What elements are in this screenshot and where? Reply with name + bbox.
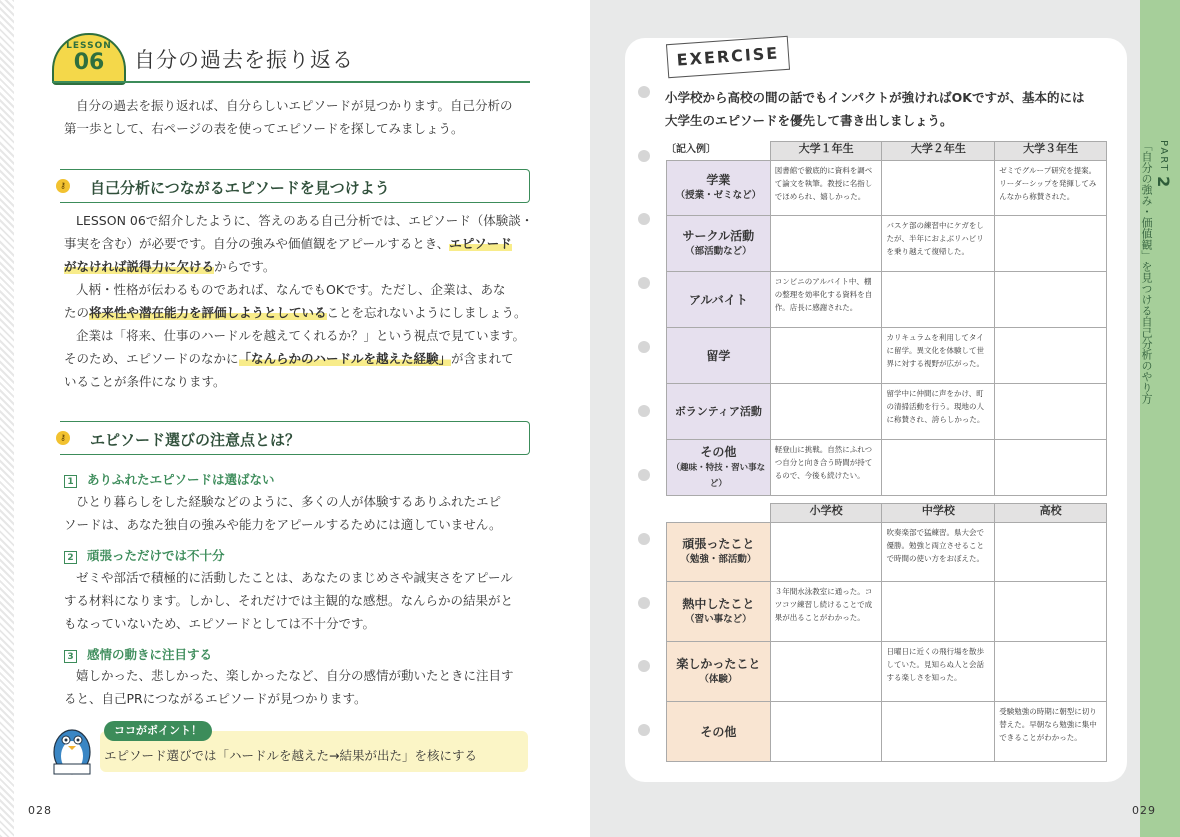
school-table <box>666 503 1107 762</box>
number-box: 1 <box>64 475 77 488</box>
table-row <box>667 216 1107 272</box>
page-number-right: 029 <box>1132 804 1156 817</box>
row-header <box>667 272 771 328</box>
row-header <box>667 523 771 582</box>
point-text: エピソード選びでは「ハードルを越えた→結果が出た」を核にする <box>104 748 477 763</box>
table-cell <box>995 440 1107 496</box>
text-span: からです。 <box>214 259 276 274</box>
key-icon: ⚷ <box>56 179 70 193</box>
body-line: 企業は「将来、仕事のハードルを越えてくれるか？」という視点で見ています。 <box>76 328 526 343</box>
intro-line: 自分の過去を振り返れば、自分らしいエピソードが見つかります。自己分析の <box>76 98 513 113</box>
body-line: もなっていないため、エピソードとしては不十分です。 <box>64 616 376 631</box>
row-header <box>667 642 771 702</box>
table-cell <box>882 161 995 216</box>
row-header <box>667 161 771 216</box>
row-label: サークル活動 <box>682 228 755 243</box>
binder-hole-icon <box>638 86 650 98</box>
table-cell: コンビニのアルバイト中、棚の整理を効率化する資料を自作。店長に感謝された。 <box>770 272 882 328</box>
column-header: 小学校 <box>770 504 882 523</box>
row-label: その他 <box>700 444 737 459</box>
column-header: 中学校 <box>882 504 995 523</box>
binder-hole-icon <box>638 660 650 672</box>
intro-paragraph <box>64 94 539 140</box>
row-sublabel: （部活動など） <box>685 245 752 257</box>
table-cell <box>882 440 995 496</box>
instruction-line: 大学生のエピソードを優先して書き出しましょう。 <box>665 113 953 128</box>
table-header-row <box>667 504 1107 523</box>
row-header <box>667 216 771 272</box>
table-cell <box>882 702 995 762</box>
side-tab <box>1140 0 1180 837</box>
instruction-line: 小学校から高校の間の話でもインパクトが強ければOKですが、基本的には <box>665 90 1085 105</box>
row-label: 留学 <box>706 348 731 363</box>
body-line <box>64 232 539 255</box>
key-icon: ⚷ <box>56 431 70 445</box>
section-heading-text: エピソード選びの注意点とは？ <box>90 431 301 449</box>
section-heading-2 <box>60 421 530 455</box>
table-cell: 留学中に仲間に声をかけ、町の清掃活動を行う。現地の人に称賛され、誇らしかった。 <box>882 384 995 440</box>
body-line: LESSON 06で紹介したように、答えのある自己分析では、エピソード（体験談・ <box>76 213 534 228</box>
binder-hole-icon <box>638 150 650 162</box>
table-cell <box>770 328 882 384</box>
body-line: ひとり暮らしをした経験などのように、多くの人が体験するありふれたエピ <box>76 494 502 509</box>
row-header <box>667 702 771 762</box>
table-cell <box>882 582 995 642</box>
highlight-text: エピソード <box>449 236 512 251</box>
row-label: 楽しかったこと <box>676 656 761 671</box>
table-cell: ゼミでグループ研究を提案。リーダーシップを発揮してみんなから称賛された。 <box>995 161 1107 216</box>
row-header <box>667 582 771 642</box>
lesson-label: LESSON <box>66 41 112 51</box>
binder-hole-icon <box>638 341 650 353</box>
page-edge-stripe <box>0 0 14 837</box>
row-label: ボランティア活動 <box>674 404 762 418</box>
text-span: 事実を含む）が必要です。自分の強みや価値観をアピールするとき、 <box>64 236 450 251</box>
body-line <box>64 301 539 324</box>
row-sublabel: （習い事など） <box>685 613 752 625</box>
table-header-row <box>667 142 1107 161</box>
highlight-text: がなければ説得力に欠ける <box>64 259 215 274</box>
part-label: PART <box>1158 140 1169 173</box>
table-cell <box>770 216 882 272</box>
body-line: ソードは、あなた独自の強みや能力をアピールするためには適していません。 <box>64 517 502 532</box>
body-line <box>64 255 539 278</box>
binder-hole-icon <box>638 533 650 545</box>
table-cell <box>770 523 882 582</box>
table-row <box>667 384 1107 440</box>
row-label: 学業 <box>706 173 731 187</box>
row-label: 頑張ったこと <box>682 537 755 551</box>
row-sublabel: （勉強・部活動） <box>680 554 757 565</box>
body-line: 嬉しかった、悲しかった、楽しかったなど、自分の感情が動いたときに注目す <box>76 668 514 683</box>
side-title: 「自分の強み・価値観」を見つける自己分析のやり方 <box>1140 140 1153 404</box>
table-row <box>667 161 1107 216</box>
text-span: そのため、エピソードのなかに <box>64 351 239 366</box>
body-line: ゼミや部活で積極的に活動したことは、あなたのまじめさや誠実さをアピール <box>76 570 513 585</box>
text-span: ことを忘れないようにしましょう。 <box>326 305 527 320</box>
row-header <box>667 328 771 384</box>
table-cell <box>770 642 882 702</box>
table-row <box>667 523 1107 582</box>
tip-body-3 <box>64 664 539 710</box>
corner-cell <box>667 142 771 161</box>
tip-heading-2 <box>64 546 225 564</box>
row-sublabel: （体験） <box>699 673 738 685</box>
page-number-left: 028 <box>28 804 52 817</box>
penguin-mascot-icon <box>50 718 94 776</box>
section-heading-text: 自己分析につながるエピソードを見つけよう <box>90 179 390 197</box>
row-header <box>667 440 771 496</box>
table-row <box>667 328 1107 384</box>
intro-line: 第一歩として、右ページの表を使ってエピソードを探してみましょう。 <box>64 121 464 136</box>
lesson-badge <box>52 33 126 85</box>
table-cell <box>995 523 1107 582</box>
body-line <box>64 347 539 370</box>
body-line: ると、自己PRにつながるエピソードが見つかります。 <box>64 691 367 706</box>
exercise-instructions <box>665 86 1110 132</box>
university-table <box>666 141 1107 496</box>
section-heading-1 <box>60 169 530 203</box>
row-label: 熱中したこと <box>682 596 755 611</box>
table-row <box>667 642 1107 702</box>
table-cell <box>995 216 1107 272</box>
table-cell: 吹奏楽部で猛練習。県大会で優勝。勉強と両立させることで時間の使い方をおぼえた。 <box>882 523 995 582</box>
binder-hole-icon <box>638 724 650 736</box>
number-box: 3 <box>64 650 77 663</box>
row-sublabel: （授業・ゼミなど） <box>675 190 762 201</box>
tip-heading-1 <box>64 470 275 488</box>
page-title: 自分の過去を振り返る <box>134 48 354 72</box>
body-line: いることが条件になります。 <box>64 374 226 389</box>
table-row <box>667 582 1107 642</box>
column-header: 大学２年生 <box>882 142 995 161</box>
table-row <box>667 440 1107 496</box>
text-span: が含まれて <box>451 351 514 366</box>
table-cell <box>882 272 995 328</box>
binder-hole-icon <box>638 469 650 481</box>
table-cell: カリキュラムを利用してタイに留学。異文化を体験して世界に対する視野が広がった。 <box>882 328 995 384</box>
tip-heading-text: 頑張っただけでは不十分 <box>87 548 225 563</box>
binder-hole-icon <box>638 213 650 225</box>
table-cell: 軽登山に挑戦。自然にふれつつ自分と向き合う時間が持てるので、今後も続けたい。 <box>770 440 882 496</box>
table-cell <box>995 384 1107 440</box>
column-header: 大学１年生 <box>770 142 882 161</box>
body-line: 人柄・性格が伝わるものであれば、なんでもOKです。ただし、企業は、あな <box>76 282 506 297</box>
table-row <box>667 272 1107 328</box>
tip-body-1 <box>64 490 539 536</box>
table-cell: バスケ部の練習中にケガをしたが、半年におよぶリハビリを乗り越えて復帰した。 <box>882 216 995 272</box>
table-cell: ３年間水泳教室に通った。コツコツ練習し続けることで成果が出ることがわかった。 <box>770 582 882 642</box>
number-box: 2 <box>64 551 77 564</box>
row-label: アルバイト <box>689 292 748 307</box>
table-cell <box>995 272 1107 328</box>
column-header: 高校 <box>995 504 1107 523</box>
row-label: その他 <box>700 724 737 739</box>
title-divider <box>52 81 530 83</box>
tip-heading-text: 感情の動きに注目する <box>87 647 213 662</box>
column-header: 大学３年生 <box>995 142 1107 161</box>
part-number: 2 <box>1154 176 1173 188</box>
table-row <box>667 702 1107 762</box>
tip-heading-3 <box>64 645 212 663</box>
table-cell <box>995 328 1107 384</box>
highlight-text: 「なんらかのハードルを越えた経験」 <box>238 351 452 366</box>
exercise-label: EXERCISE <box>676 43 780 70</box>
highlight-text: 将来性や潜在能力を評価しようとしている <box>89 305 327 320</box>
table-cell <box>770 384 882 440</box>
tip-heading-text: ありふれたエピソードは選ばない <box>87 472 275 487</box>
binder-hole-icon <box>638 405 650 417</box>
row-header <box>667 384 771 440</box>
table-cell <box>770 702 882 762</box>
binder-hole-icon <box>638 597 650 609</box>
table-cell: 受験勉強の時期に朝型に切り替えた。早朝なら勉強に集中できることがわかった。 <box>995 702 1107 762</box>
tip-body-2 <box>64 566 539 635</box>
lesson-number: 06 <box>73 50 105 75</box>
example-label: 〔記入例〕 <box>666 144 716 155</box>
row-sublabel: （趣味・特技・習い事など） <box>671 462 766 489</box>
table-cell: 日曜日に近くの飛行場を散歩していた。見知らぬ人と会話する楽しさを知った。 <box>882 642 995 702</box>
table-cell <box>995 582 1107 642</box>
binder-hole-icon <box>638 277 650 289</box>
section-1-body <box>64 209 539 393</box>
table-cell <box>995 642 1107 702</box>
body-line: する材料になります。しかし、それだけでは主観的な感想。なんらかの結果がと <box>64 593 514 608</box>
text-span: たの <box>64 305 90 320</box>
table-cell: 図書館で徹底的に資料を調べて論文を執筆。教授に名指しでほめられ、嬉しかった。 <box>770 161 882 216</box>
point-label: ココがポイント！ <box>104 721 212 741</box>
side-tab-text <box>1140 140 1173 404</box>
corner-cell <box>667 504 771 523</box>
